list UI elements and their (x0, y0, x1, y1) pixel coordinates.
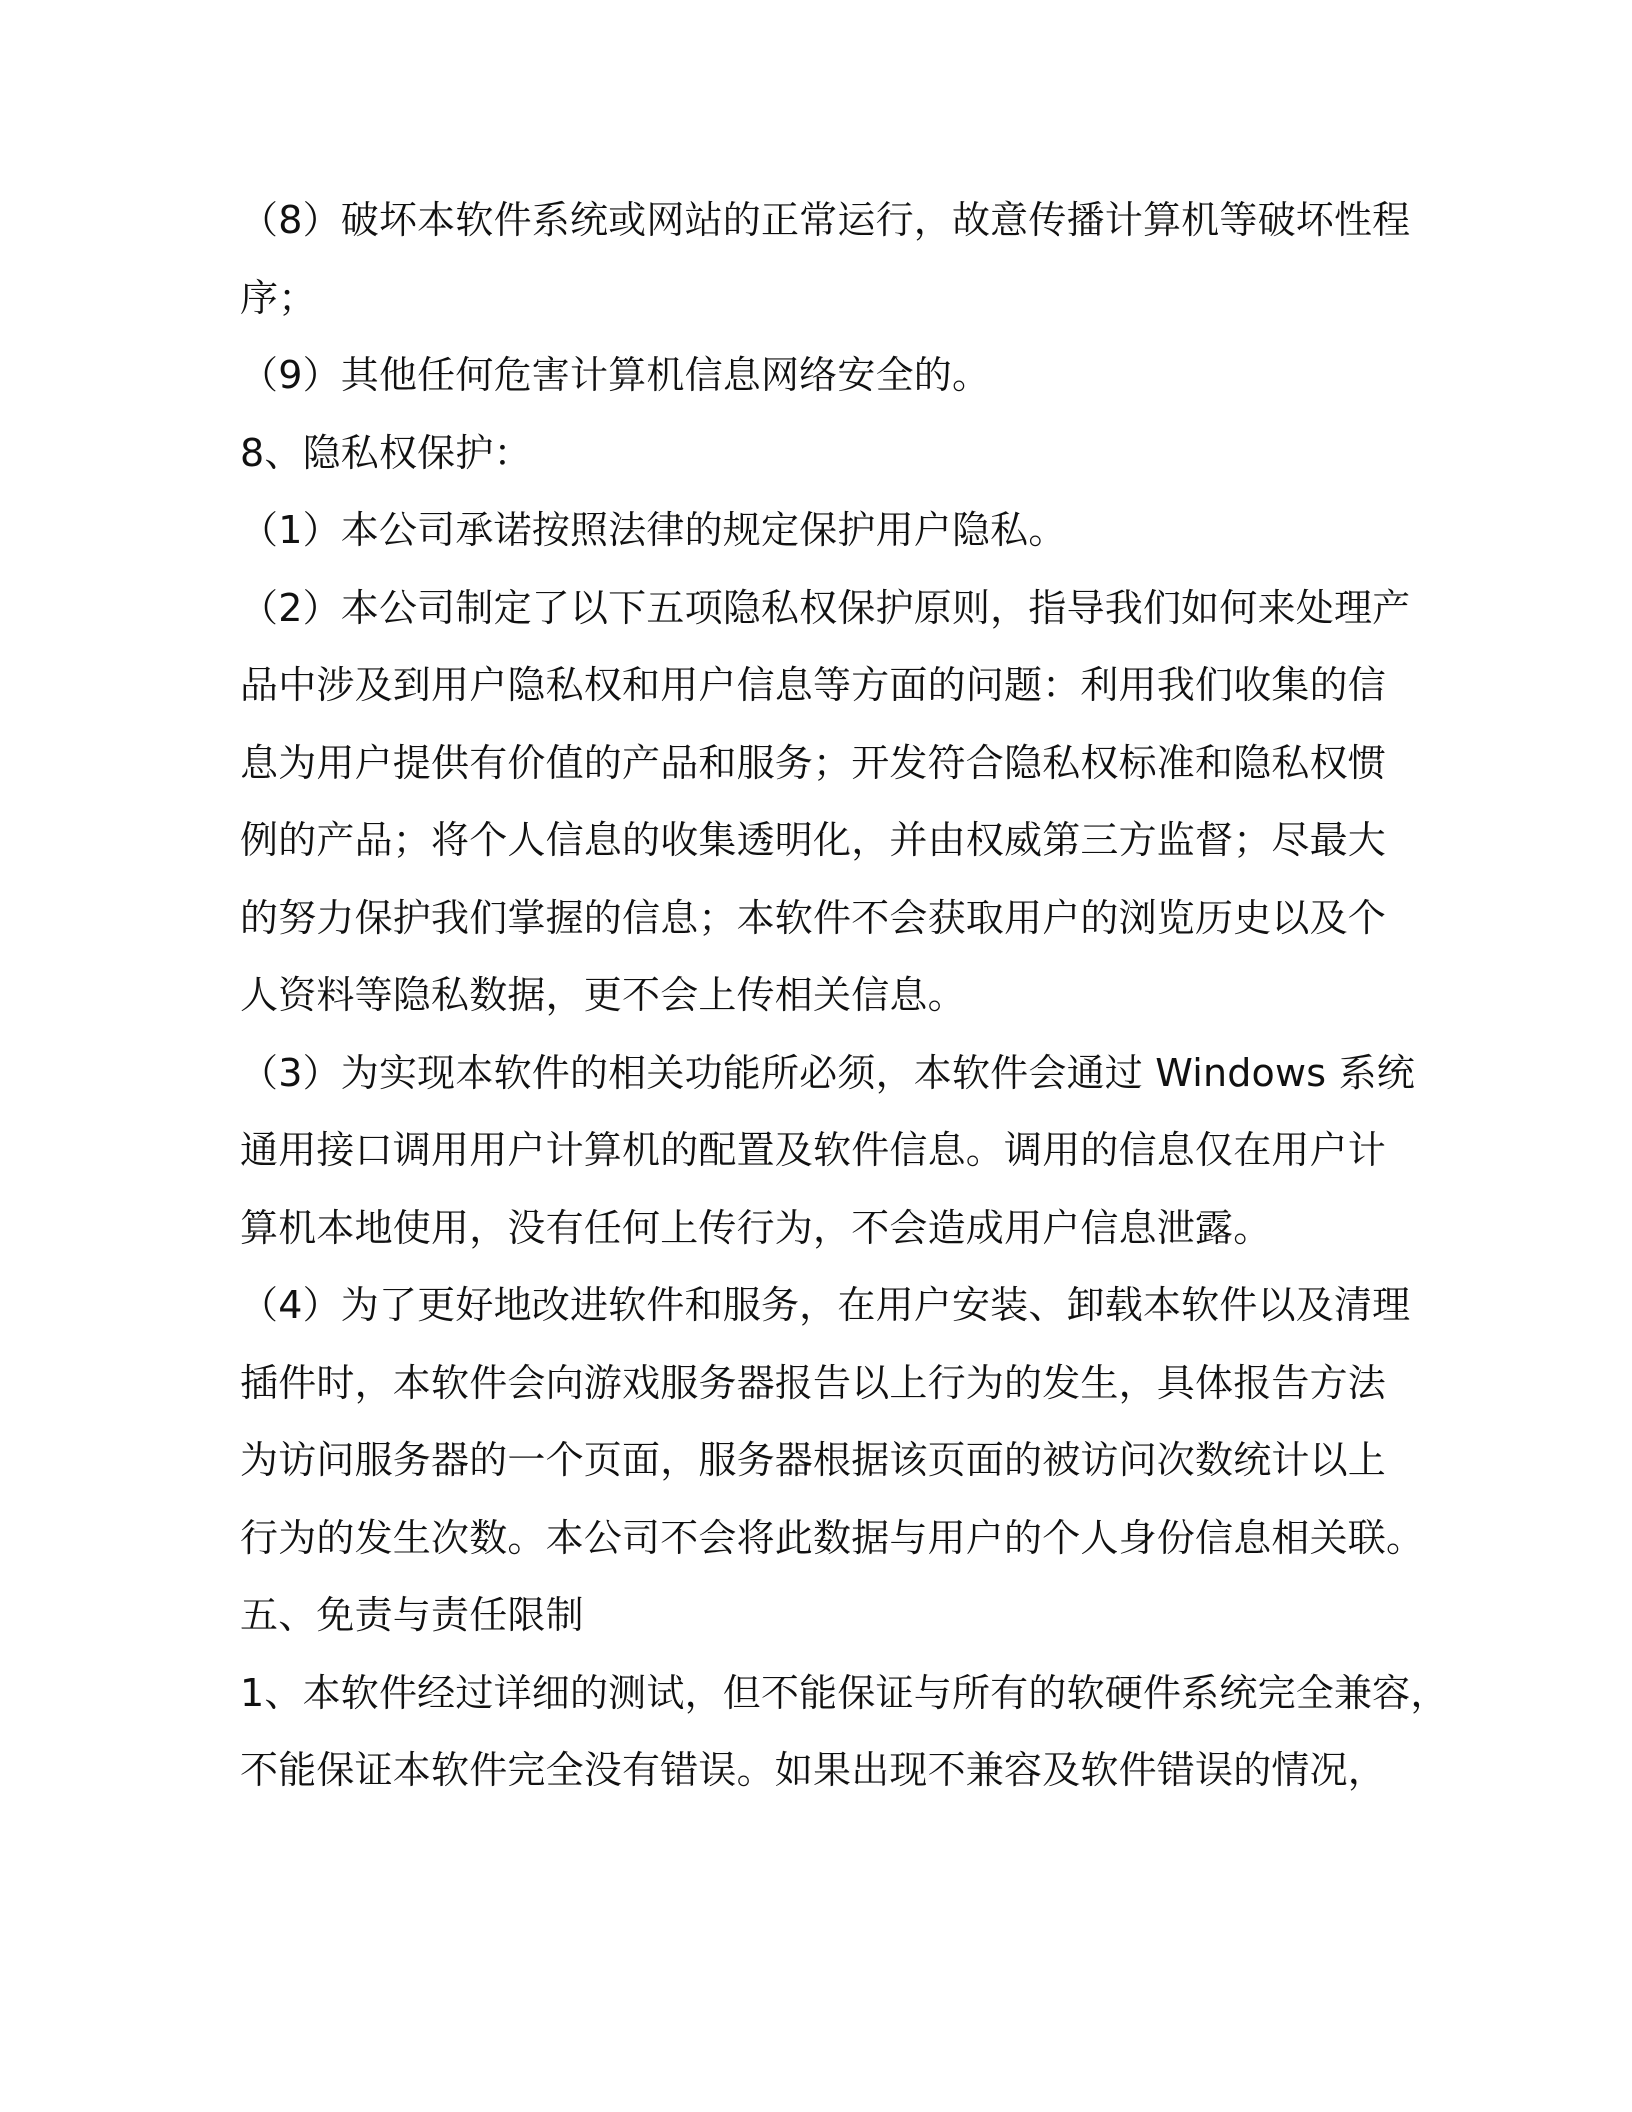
text-line: 行为的发生次数。本公司不会将此数据与用户的个人身份信息相关联。 (240, 1515, 1425, 1560)
text-line: 算机本地使用，没有任何上传行为，不会造成用户信息泄露。 (240, 1205, 1272, 1250)
text-line: （8）破坏本软件系统或网站的正常运行，故意传播计算机等破坏性程 (240, 198, 1411, 242)
text-line: 序； (240, 275, 317, 320)
text-line: 息为用户提供有价值的产品和服务；开发符合隐私权标准和隐私权惯 (240, 740, 1387, 785)
text-line: 插件时，本软件会向游戏服务器报告以上行为的发生，具体报告方法 (240, 1360, 1387, 1405)
text-line: 的努力保护我们掌握的信息；本软件不会获取用户的浏览历史以及个 (240, 895, 1387, 940)
text-line: （4）为了更好地改进软件和服务，在用户安装、卸载本软件以及清理 (240, 1283, 1411, 1327)
text-line: （2）本公司制定了以下五项隐私权保护原则，指导我们如何来处理产 (240, 585, 1411, 630)
section-heading: 8、隐私权保护： (240, 430, 532, 475)
text-line: （1）本公司承诺按照法律的规定保护用户隐私。 (240, 508, 1067, 552)
document-body (240, 182, 1449, 1810)
text-line: 通用接口调用用户计算机的配置及软件信息。调用的信息仅在用户计 (240, 1128, 1387, 1172)
text-line: 不能保证本软件完全没有错误。如果出现不兼容及软件错误的情况， (240, 1748, 1387, 1792)
text-line: 品中涉及到用户隐私权和用户信息等方面的问题：利用我们收集的信 (240, 663, 1387, 707)
text-line: 人资料等隐私数据，更不会上传相关信息。 (240, 973, 966, 1017)
section-heading: 五、免责与责任限制 (240, 1593, 584, 1637)
text-line: （3）为实现本软件的相关功能所必须，本软件会通过 Windows 系统 (240, 1050, 1415, 1095)
text-line: 为访问服务器的一个页面，服务器根据该页面的被访问次数统计以上 (240, 1438, 1387, 1482)
text-line: 1、本软件经过详细的测试，但不能保证与所有的软硬件系统完全兼容， (240, 1670, 1449, 1715)
text-line: （9）其他任何危害计算机信息网络安全的。 (240, 353, 991, 397)
text-line: 例的产品；将个人信息的收集透明化，并由权威第三方监督；尽最大 (240, 818, 1387, 862)
